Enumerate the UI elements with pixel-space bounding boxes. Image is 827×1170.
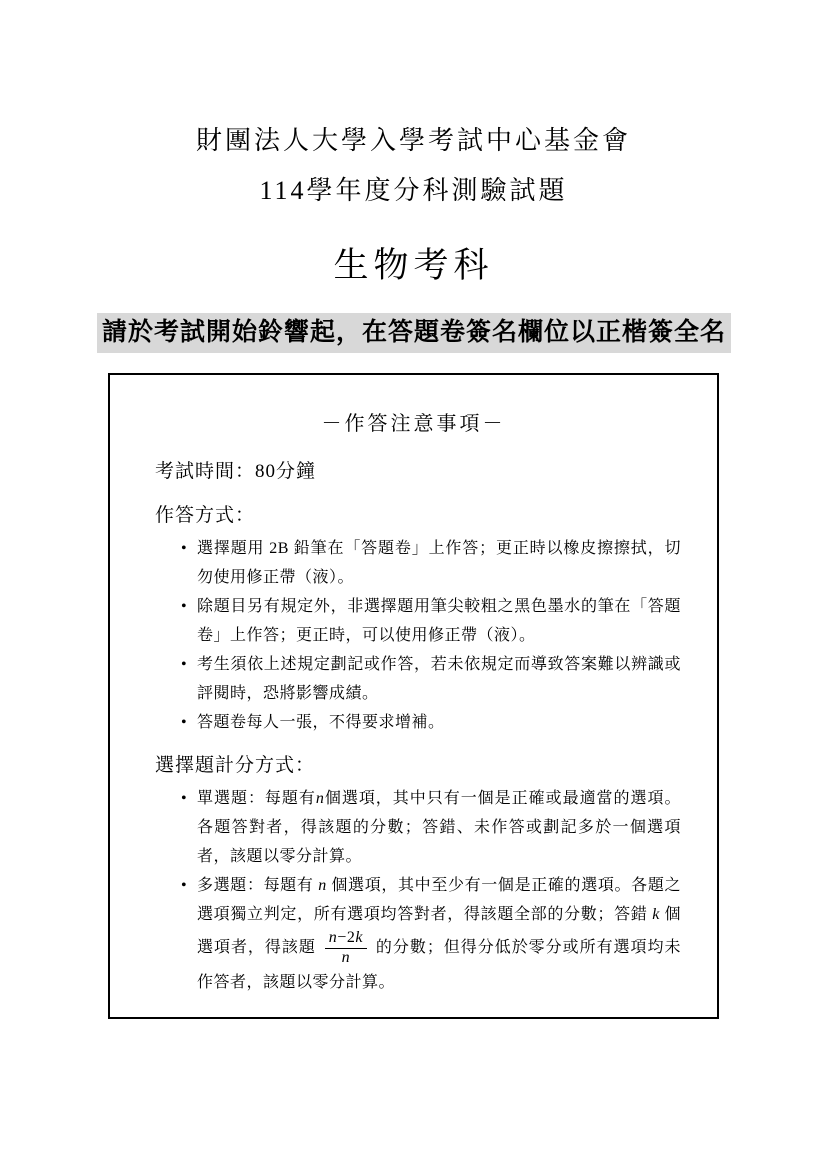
multi-choice-scoring-item — [155, 871, 681, 997]
exam-duration: 考試時間：80分鐘 — [155, 461, 317, 482]
scoring-method-heading: 選擇題計分方式： — [155, 755, 316, 776]
score-fraction — [325, 929, 367, 968]
single-choice-text-before: 單選題：每題有 — [197, 790, 316, 807]
notes-title: －作答注意事項－ — [321, 413, 506, 435]
single-choice-scoring-item — [155, 784, 681, 871]
bullet-icon: • — [181, 790, 188, 807]
notes-content — [110, 459, 717, 997]
signature-notice-banner: 請於考試開始鈴響起，在答題卷簽名欄位以正楷簽全名 — [97, 313, 731, 353]
answering-notes-box — [108, 373, 719, 1019]
answer-method-heading: 作答方式： — [155, 505, 256, 526]
answer-method-item-text: 考生須依上述規定劃記或作答，若未依規定而導致答案難以辨識或評閱時，恐將影響成績。 — [197, 656, 681, 702]
variable-n: n — [318, 877, 327, 894]
bullet-icon: • — [181, 714, 188, 731]
answer-method-item-text: 選擇題用 2B 鉛筆在「答題卷」上作答；更正時以橡皮擦擦拭，切勿使用修正帶（液）。 — [197, 540, 681, 586]
variable-n: n — [328, 929, 338, 946]
bullet-icon: • — [181, 540, 188, 557]
variable-n: n — [315, 790, 325, 807]
variable-k: k — [652, 906, 660, 923]
answer-method-list — [155, 534, 681, 737]
answer-method-item — [155, 650, 681, 708]
multi-choice-text-1: 多選題：每題有 — [197, 877, 319, 894]
subject-title: 生物考科 — [333, 246, 494, 285]
multi-choice-text-2: 個選項，其中至少有一個是正確的選項。各題之選項獨立判定，所有選項均答對者，得該題全部的分數；答錯 — [197, 877, 681, 923]
single-choice-text-after: 個選項，其中只有一個是正確或最適當的選項。各題答對者，得該題的分數；答錯、未作答或劃記多於一個選項者，該題以零分計算。 — [197, 790, 681, 865]
bullet-icon: • — [181, 877, 188, 894]
multi-choice-text-3: 個選項者，得該題 — [197, 906, 681, 957]
answer-method-item-text: 除題目另有規定外，非選擇題用筆尖較粗之黑色墨水的筆在「答題卷」上作答；更正時，可以使用修正帶（液）。 — [197, 598, 681, 644]
score-fraction-numerator — [325, 929, 367, 949]
fraction-minus-two: −2 — [337, 929, 356, 946]
variable-k: k — [355, 929, 363, 946]
answer-method-item — [155, 708, 681, 737]
multi-choice-text-4: 的分數；但得分低於零分或所有選項均未作答者，該題以零分計算。 — [197, 939, 681, 991]
exam-year-title: 114學年度分科測驗試題 — [259, 176, 568, 205]
answer-method-item — [155, 534, 681, 592]
bullet-icon: • — [181, 656, 188, 673]
organization-title: 財團法人大學入學考試中心基金會 — [195, 126, 631, 155]
answer-method-item — [155, 592, 681, 650]
score-fraction-denominator: n — [341, 949, 351, 967]
bullet-icon: • — [181, 598, 188, 615]
answer-method-item-text: 答題卷每人一張，不得要求增補。 — [197, 714, 445, 731]
scoring-method-list — [155, 784, 681, 997]
